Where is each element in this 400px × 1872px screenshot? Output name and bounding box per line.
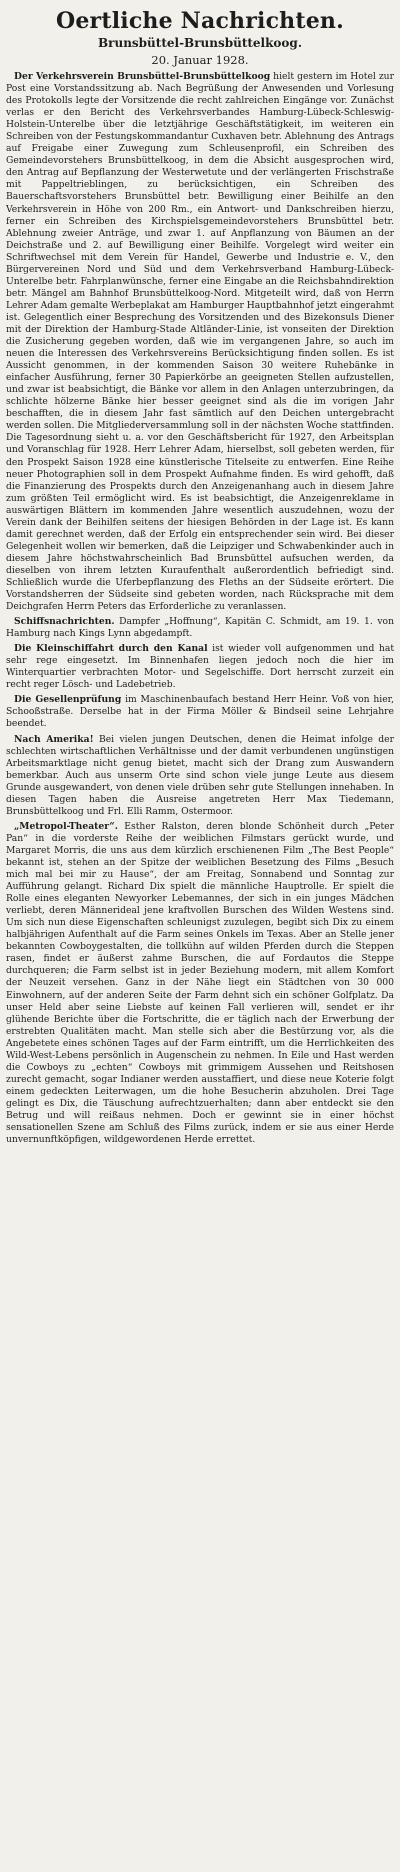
- article-nach-amerika: [6, 734, 394, 818]
- section-subhead: Brunsbüttel-Brunsbüttelkoog.: [98, 36, 302, 50]
- article-body: ist wieder voll aufgenommen und hat sehr rege eingesetzt. Im Binnenhafen liegen jedoch noch die hier im Winterquartier verbrachten Motor- und Segelschiffe. Dort herrscht zurzeit ein recht reger Lösch- und Ladebetrieb.: [6, 643, 395, 691]
- dateline: 20. Januar 1928.: [151, 53, 249, 67]
- article-lead: Schiffsnachrichten.: [14, 616, 115, 628]
- article-schiffsnachrichten: [6, 616, 394, 640]
- article-lead: Nach Amerika!: [14, 733, 94, 745]
- article-body: im Maschinenbaufach bestand Herr Heinr. Voß von hier, Schooßstraße. Derselbe hat in der Firma Möller & Bindseil seine Lehrjahre beendet.: [6, 694, 394, 730]
- article-gesellenpruefung: [6, 694, 394, 730]
- article-lead: „Metropol-Theater“.: [14, 820, 118, 832]
- article-verkehrsverein: [6, 71, 394, 613]
- article-body: hielt gestern im Hotel zur Post eine Vorstandssitzung ab. Nach Begrüßung der Anwesenden und Vorlesung des Protokolls legte der Vorsitzende die recht zahlreichen Eingänge vor. Zunächst verlas er den Bericht des Verkehrsverbandes Hamburg-Lübeck-Schleswig-Holstein-Unterelbe über die letztjährige Geschäftstätigkeit, im weiteren ein Schreiben von der Festungskommandantur Cuxhaven betr. Ablehnung des Antrags auf Freigabe einer Zuwegung zum Schleusenprofil, ein Schreiben des Gemeindevorstehers Brunsbüttelkoog, in dem die Absicht ausgesprochen wird, den Antrag auf Bepflanzung der Westerwetute und der verlängerten Frischstraße mit Pappeltrieblingen, zu berücksichtigen, ein Schreiben des Bauerschaftsvorstehers Brunsbüttel betr. Bewilligung einer Beihilfe an den Verkehrsverein in Höhe von 200 Rm., ein Antwort- und Dankschreiben hierzu, ferner ein Schreiben des Kirchspielsgemeindevorstehers Brunsbüttel betr. Ablehnung zweier Anträge, und zwar 1. auf Anpflanzung von Bäumen an der Deichstraße und 2. auf Bewilligung einer Beihilfe. Vorgelegt wird weiter ein Schriftwechsel mit dem Verein für Handel, Gewerbe und Industrie e. V., den Bürgervereinen Nord und Süd und dem Verkehrsverband Hamburg-Lübeck-Unterelbe betr. Fahrplanwünsche, ferner eine Eingabe an die Reichsbahndirektion betr. Mängel am Bahnhof Brunsbüttelkoog-Nord. Mitgeteilt wird, daß von Herrn Lehrer Adam gemalte Werbeplakat am Hamburger Hauptbahnhof jetzt eingerahmt ist. Gelegentlich einer Besprechung des Vorsitzenden und des Bizekonsuls Diener mit der Direktion der Hamburg-Stade Altländer-Linie, ist vonseiten der Direktion die Zusicherung gegeben worden, daß wie im vergangenen Jahre, so auch im neuen die Interessen des Verkehrsvereins Berücksichtigung finden sollen. Es ist Aussicht genommen, in der kommenden Saison 30 weitere Ruhebänke in einfacher Ausführung, ferner 30 Papierkörbe an geeigneten Stellen aufzustellen, und zwar ist beabsichtigt, die Bänke vor allem in den Anlagen unterzubringen, da schlichte hölzerne Bänke hier besser geeignet sind als die im vorigen Jahr beschafften, die in diesem Jahr fast sämtlich auf den Deichen untergebracht werden sollen. Die Mitgliederversammlung soll in der nächsten Woche stattfinden. Die Tagesordnung sieht u. a. vor den Geschäftsbericht für 1927, den Arbeitsplan und Voranschlag für 1928. Herr Lehrer Adam, hierselbst, soll gebeten werden, für den Prospekt Saison 1928 eine künstlerische Titelseite zu entwerfen. Eine Reihe neuer Photographien soll in dem Prospekt Aufnahme finden. Es wird gehofft, daß die Finanzierung des Prospekts durch den Anzeigenanhang auch in diesem Jahre zum größten Teil ermöglicht wird. Es ist beabsichtigt, die Anzeigenreklame in auswärtigen Blättern im kommenden Jahre wesentlich auszudehnen, wozu der Verein dank der Beihilfen seitens der hiesigen Behörden in der Lage ist. Es kann damit gerechnet werden, daß der Erfolg ein entsprechender sein wird. Bei dieser Gelegenheit wollen wir bemerken, daß die Leipziger und Schwabenkinder auch in diesem Jahre höchstwahrscheinlich Bad Brunsbüttel aufsuchen werden, da dieselben von ihrem letzten Kuraufenthalt außerordentlich befriedigt sind. Schließlich wurde die Uferbepflanzung des Fleths an der Südseite erörtert. Die Vorstandsherren der Südseite sind gebeten worden, nach Rücksprache mit dem Deichgrafen Herrn Peters das Erforderliche zu veranlassen.: [6, 71, 394, 613]
- article-metropol-theater: [6, 821, 394, 1146]
- article-lead: Der Verkehrsverein Brunsbüttel-Brunsbüttelkoog: [14, 71, 271, 82]
- article-kleinschiffahrt: [6, 643, 394, 691]
- article-body: Esther Ralston, deren blonde Schönheit durch „Peter Pan“ in die vorderste Reihe der weiblichen Filmstars gerückt wurde, und Margaret Morris, die uns aus dem kürzlich erschienenen Film „The Best People“ bekannt ist, stehen an der Spitze der weiblichen Besetzung des Films „Besuch mich mal bei mir zu Hause“, der am Freitag, Sonnabend und Sonntag zur Aufführung gelangt. Richard Dix spielt die männliche Hauptrolle. Er spielt die Rolle eines eleganten Newyorker Lebemannes, der sich in ein junges Mädchen verliebt, deren Männerideal jene kraftvollen Burschen des Wilden Westens sind. Um sich nun diese Eigenschaften schleunigst zuzulegen, begibt sich Dix zu einem halbjährigen Aufenthalt auf die Farm seines Onkels im Texas. Aber an Stelle jener bekannten Cowboygestalten, die tollkühn auf wilden Pferden durch die Steppen rasen, findet er äußerst zahme Burschen, die auf Fordautos die Steppe durchqueren; die Farm selbst ist in jeder Beziehung modern, mit allem Komfort der Neuzeit versehen. Ganz in der Nähe liegt ein Städtchen von 30 000 Einwohnern, auf der anderen Seite der Farm dehnt sich ein schöner Golfplatz. Da unser Held aber seine Liebste auf keinen Fall verlieren will, sendet er ihr glühende Berichte über die Fortschritte, die er täglich nach der Erwerbung der erstrebten Qualitäten macht. Man stelle sich aber die Bestürzung vor, als die Angebetete eines schönen Tages auf der Farm eintrifft, um die Herrlichkeiten des Wild-West-Lebens persönlich in Augenschein zu nehmen. In Eile und Hast werden die Cowboys zu „echten“ Cowboys mit grimmigem Aussehen und Reitshosen zurecht gemacht, sogar Indianer werden ausstaffiert, und diese neue Koterie folgt einem gedeckten Leiterwagen, um die hohe Besucherin abzuholen. Drei Tage gelingt es Dix, die Täuschung aufrechtzuerhalten; dann aber entdeckt sie den Betrug und will reißaus nehmen. Doch er gewinnt sie in einer höchst sensationellen Szene am Schluß des Films zurück, indem er sie aus einer Herde unvernunftköpfigen, wildgewordenen Herde errettet.: [6, 820, 394, 1146]
- section-masthead: Oertliche Nachrichten.: [56, 8, 344, 34]
- article-lead: Die Kleinschiffahrt durch den Kanal: [14, 643, 208, 655]
- article-body: Dampfer „Hoffnung“, Kapitän C. Schmidt, am 19. 1. von Hamburg nach Kings Lynn abgedampft.: [6, 616, 394, 640]
- article-body: Bei vielen jungen Deutschen, denen die Heimat infolge der schlechten wirtschaftlichen Verhältnisse und der damit verbundenen ungünstigen Arbeitsmarktlage nicht genug bietet, macht sich der Drang zum Auswandern bemerkbar. Auch aus unserm Orte sind schon viele junge Leute aus diesem Grunde ausgewandert, von denen viele drüben sehr gute Stellungen innehaben. In diesen Tagen haben die Ausreise angetreten Herr Max Tiedemann, Brunsbüttelkoog und Frl. Elli Ramm, Ostermoor.: [6, 733, 395, 817]
- article-lead: Die Gesellenprüfung: [14, 694, 122, 706]
